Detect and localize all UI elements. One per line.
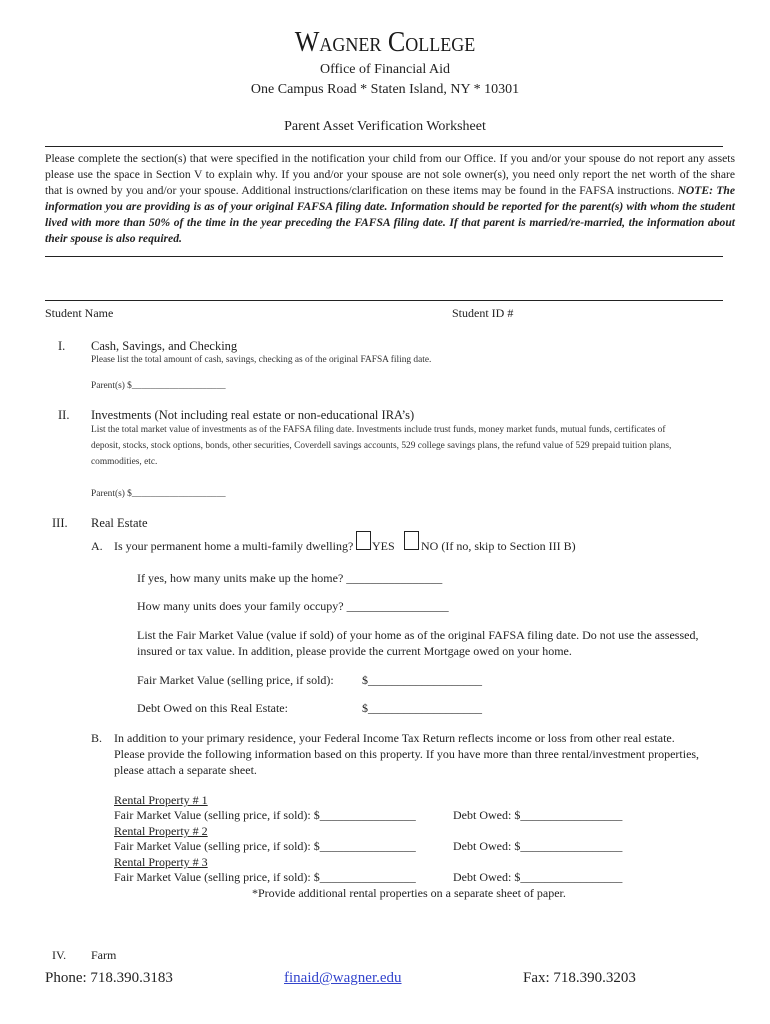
yes-checkbox[interactable] bbox=[356, 531, 371, 550]
no-label: NO (If no, skip to Section III B) bbox=[421, 539, 576, 553]
rental-2-label: Rental Property # 2 bbox=[114, 824, 208, 838]
section-2-instruction-3: commodities, etc. bbox=[91, 457, 158, 467]
section-1-instruction: Please list the total amount of cash, savings, checking as of the original FAFSA filing date. bbox=[91, 355, 432, 365]
section-2-instruction-1: List the total market value of investments as of the FAFSA filing date. Investments include trust funds, money market funds, mutual funds, certificates of bbox=[91, 425, 666, 435]
yes-label: YES bbox=[372, 539, 395, 553]
student-name-label: Student Name bbox=[45, 306, 114, 320]
section-4-title: Farm bbox=[91, 948, 117, 962]
divider-middle bbox=[45, 256, 723, 257]
footer-fax: Fax: 718.390.3203 bbox=[523, 970, 636, 986]
rental-3-fmv-field[interactable]: Fair Market Value (selling price, if sold): $________________ bbox=[114, 870, 416, 884]
no-checkbox[interactable] bbox=[404, 531, 419, 550]
section-3a-question: Is your permanent home a multi-family dwelling? bbox=[114, 539, 354, 553]
office-address: One Campus Road * Staten Island, NY * 10301 bbox=[250, 82, 520, 97]
office-name: Office of Financial Aid bbox=[320, 62, 450, 77]
fmv-field[interactable]: $___________________ bbox=[362, 673, 482, 687]
rental-1-debt-field[interactable]: Debt Owed: $_________________ bbox=[453, 808, 623, 822]
intro-note: NOTE: The information you are providing is as of your original FAFSA filing date. Information should be reported for the parent(s) with whom the student lived with more than 50% of the time in the year preceding the FAFSA filing date. If that parent is married/re-married, the information about their spouse is also required. bbox=[45, 184, 735, 245]
section-1-title: Cash, Savings, and Checking bbox=[91, 339, 238, 353]
section-1-parent-field[interactable]: Parent(s) $____________________ bbox=[91, 381, 226, 391]
section-3b-line-3: please attach a separate sheet. bbox=[114, 763, 257, 777]
debt-label: Debt Owed on this Real Estate: bbox=[137, 701, 288, 715]
rental-3-label: Rental Property # 3 bbox=[114, 855, 208, 869]
rental-2-fmv-field[interactable]: Fair Market Value (selling price, if sold): $________________ bbox=[114, 839, 416, 853]
additional-rental-note: *Provide additional rental properties on a separate sheet of paper. bbox=[252, 886, 566, 900]
section-2-parent-field[interactable]: Parent(s) $____________________ bbox=[91, 489, 226, 499]
footer-phone: Phone: 718.390.3183 bbox=[45, 970, 173, 986]
section-3b-line-2: Please provide the following information based on this property. If you have more than three rental/investment properties, bbox=[114, 747, 700, 761]
section-3a-letter: A. bbox=[91, 539, 103, 553]
section-4-number: IV. bbox=[52, 948, 67, 962]
section-2-instruction-2: deposit, stocks, stock options, bonds, other securities, Coverdell savings accounts, 529 college savings plans, the refund value of 529 prepaid tuition plans, bbox=[91, 441, 672, 451]
student-id-label: Student ID # bbox=[452, 306, 514, 320]
college-logo: Wagner College bbox=[294, 26, 476, 58]
divider-top bbox=[45, 146, 723, 147]
student-info-line[interactable] bbox=[45, 300, 723, 301]
section-3-title: Real Estate bbox=[91, 516, 148, 530]
footer-email-link[interactable]: finaid@wagner.edu bbox=[284, 970, 402, 986]
rental-3-debt-field[interactable]: Debt Owed: $_________________ bbox=[453, 870, 623, 884]
rental-1-label: Rental Property # 1 bbox=[114, 793, 208, 807]
section-2-number: II. bbox=[58, 408, 70, 422]
section-3b-line-1: In addition to your primary residence, your Federal Income Tax Return reflects income or loss from other real estate. bbox=[114, 731, 675, 745]
intro-paragraph bbox=[45, 151, 735, 247]
intro-text: Please complete the section(s) that were specified in the notification your child from our Office. If you and/or your spouse do not report any assets please use the space in Section V to explain why. If you and/or your spouse are not sole owner(s), you need only report the net worth of the share that is owned by you and/or your spouse. Additional instructions/clarification on these items may be found in the FAFSA instructions. bbox=[45, 152, 735, 197]
section-2-title: Investments (Not including real estate or non-educational IRA’s) bbox=[91, 408, 415, 422]
worksheet-title: Parent Asset Verification Worksheet bbox=[284, 119, 486, 134]
rental-1-fmv-field[interactable]: Fair Market Value (selling price, if sold): $________________ bbox=[114, 808, 416, 822]
fmv-instruction-1: List the Fair Market Value (value if sold) of your home as of the original FAFSA filing date. Do not use the assessed, bbox=[137, 628, 699, 642]
section-3b-letter: B. bbox=[91, 731, 103, 745]
units-home-field[interactable]: If yes, how many units make up the home? ________________ bbox=[137, 571, 443, 585]
rental-2-debt-field[interactable]: Debt Owed: $_________________ bbox=[453, 839, 623, 853]
section-3-number: III. bbox=[52, 516, 68, 530]
debt-field[interactable]: $___________________ bbox=[362, 701, 482, 715]
section-1-number: I. bbox=[58, 339, 66, 353]
units-family-field[interactable]: How many units does your family occupy? _________________ bbox=[137, 599, 449, 613]
fmv-instruction-2: insured or tax value. In addition, please provide the current Mortgage owed on your home. bbox=[137, 644, 572, 658]
fmv-label: Fair Market Value (selling price, if sold): bbox=[137, 673, 334, 687]
